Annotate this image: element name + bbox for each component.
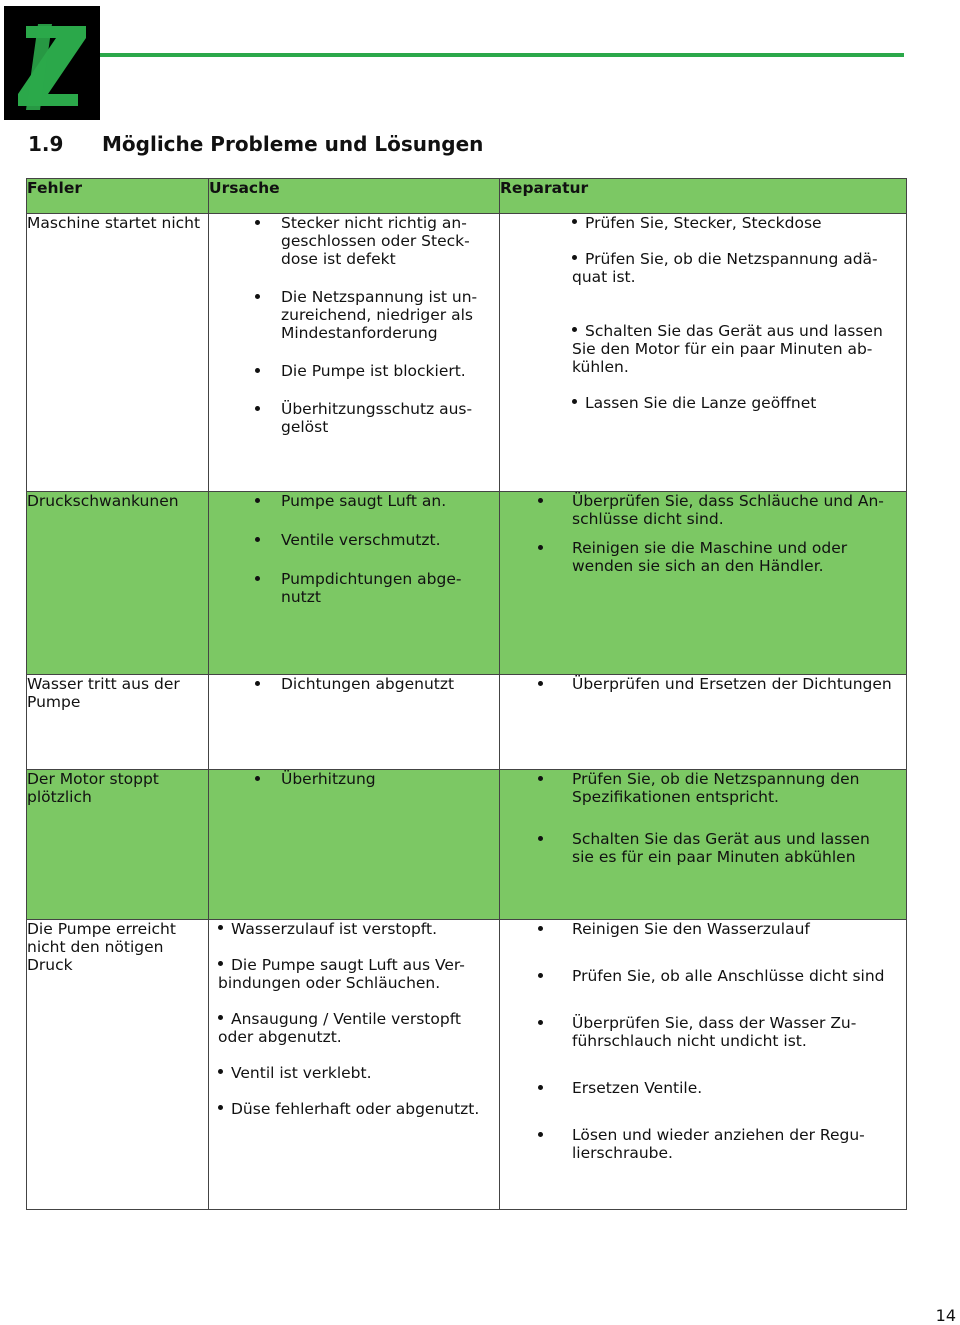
list-item: Prüfen Sie, ob die Netzspannung adä-quat ist. [572, 250, 878, 286]
bullet-icon [255, 406, 260, 411]
bullet-icon [255, 537, 260, 542]
list-item: Ansaugung / Ventile verstopft oder abgenutzt. [218, 1010, 461, 1046]
fault-cell: Druckschwankunen [27, 492, 209, 675]
fault-cell: Wasser tritt aus der Pumpe [27, 675, 209, 770]
list-item: Ersetzen Ventile. [500, 1079, 896, 1097]
section-number: 1.9 [28, 132, 64, 156]
z-logo-icon [4, 6, 100, 120]
cause-cell [209, 214, 500, 492]
section-heading [28, 132, 483, 156]
header-rule [100, 53, 904, 57]
bullet-icon [572, 219, 577, 224]
table-row [27, 770, 907, 920]
bullet-icon [255, 498, 260, 503]
bullet-icon [572, 399, 577, 404]
cause-cell [209, 920, 500, 1210]
table-row [27, 920, 907, 1210]
bullet-icon [538, 926, 543, 931]
bullet-icon [538, 1085, 543, 1090]
bullet-icon [255, 294, 260, 299]
bullet-icon [255, 368, 260, 373]
list-item: Schalten Sie das Gerät aus und lassen sie es für ein paar Minuten abkühlen [500, 830, 892, 866]
list-item: Lösen und wieder anziehen der Regu-lierschraube. [500, 1126, 896, 1162]
fault-cell: Maschine startet nicht [27, 214, 209, 492]
company-logo [4, 6, 100, 120]
cause-cell [209, 675, 500, 770]
bullet-icon [255, 681, 260, 686]
list-item: Pumpe saugt Luft an. [209, 492, 485, 510]
list-item: Lassen Sie die Lanze geöffnet [563, 394, 892, 412]
repair-cell [500, 214, 907, 492]
list-item: Ventil ist verklebt. [209, 1064, 493, 1082]
list-item: Reinigen Sie den Wasserzulauf [500, 920, 896, 938]
bullet-icon [255, 776, 260, 781]
cause-cell [209, 770, 500, 920]
section-title: Mögliche Probleme und Lösungen [102, 132, 484, 156]
bullet-icon [218, 1015, 223, 1020]
fault-cell: Die Pumpe erreicht nicht den nötigen Druck [27, 920, 209, 1210]
list-item: Stecker nicht richtig an-geschlossen oder Steck-dose ist defekt [209, 214, 485, 268]
list-item: Die Netzspannung ist un-zureichend, niedriger als Mindestanforderung [209, 288, 485, 342]
list-item: Ventile verschmutzt. [209, 531, 485, 549]
bullet-icon [218, 1105, 223, 1110]
bullet-icon [218, 1069, 223, 1074]
repair-cell [500, 675, 907, 770]
list-item: Überprüfen Sie, dass der Wasser Zu-führschlauch nicht undicht ist. [500, 1014, 896, 1050]
bullet-icon [255, 576, 260, 581]
bullet-icon [538, 776, 543, 781]
repair-cell [500, 920, 907, 1210]
bullet-icon [218, 961, 223, 966]
table-row [27, 492, 907, 675]
header-repair: Reparatur [500, 179, 907, 214]
header-cause: Ursache [209, 179, 500, 214]
bullet-icon [538, 681, 543, 686]
list-item: Überhitzungsschutz aus-gelöst [209, 400, 485, 436]
list-item: Pumpdichtungen abge-nutzt [209, 570, 485, 606]
list-item: Überhitzung [209, 770, 499, 788]
list-item: Düse fehlerhaft oder abgenutzt. [209, 1100, 493, 1118]
bullet-icon [538, 545, 543, 550]
table-row [27, 675, 907, 770]
bullet-icon [572, 327, 577, 332]
page-number: 14 [935, 1306, 956, 1325]
fault-cell: Der Motor stoppt plötzlich [27, 770, 209, 920]
list-item: Prüfen Sie, Stecker, Steckdose [563, 214, 892, 232]
list-item: Prüfen Sie, ob die Netzspannung den Spezifikationen entspricht. [500, 770, 892, 806]
list-item: Überprüfen und Ersetzen der Dichtungen [500, 675, 902, 693]
repair-cell [500, 492, 907, 675]
list-item: Dichtungen abgenutzt [209, 675, 499, 693]
bullet-icon [538, 836, 543, 841]
repair-cell [500, 770, 907, 920]
bullet-icon [538, 973, 543, 978]
table-row [27, 214, 907, 492]
bullet-icon [538, 498, 543, 503]
bullet-icon [255, 220, 260, 225]
list-item: Überprüfen Sie, dass Schläuche und An-schlüsse dicht sind. [500, 492, 892, 528]
header-fault: Fehler [27, 179, 209, 214]
cause-cell [209, 492, 500, 675]
bullet-icon [218, 925, 223, 930]
bullet-icon [572, 255, 577, 260]
list-item: Prüfen Sie, ob alle Anschlüsse dicht sind [500, 967, 896, 985]
bullet-icon [538, 1020, 543, 1025]
list-item: Schalten Sie das Gerät aus und lassen Sie den Motor für ein paar Minuten ab-kühlen. [572, 322, 883, 376]
bullet-icon [538, 1132, 543, 1137]
list-item: Reinigen sie die Maschine und oder wenden sie sich an den Händler. [500, 539, 892, 575]
troubleshooting-table [26, 178, 907, 1210]
list-item: Die Pumpe ist blockiert. [209, 362, 485, 380]
list-item: Wasserzulauf ist verstopft. [209, 920, 493, 938]
list-item: Die Pumpe saugt Luft aus Ver-bindungen oder Schläuchen. [218, 956, 465, 992]
table-header-row [27, 179, 907, 214]
